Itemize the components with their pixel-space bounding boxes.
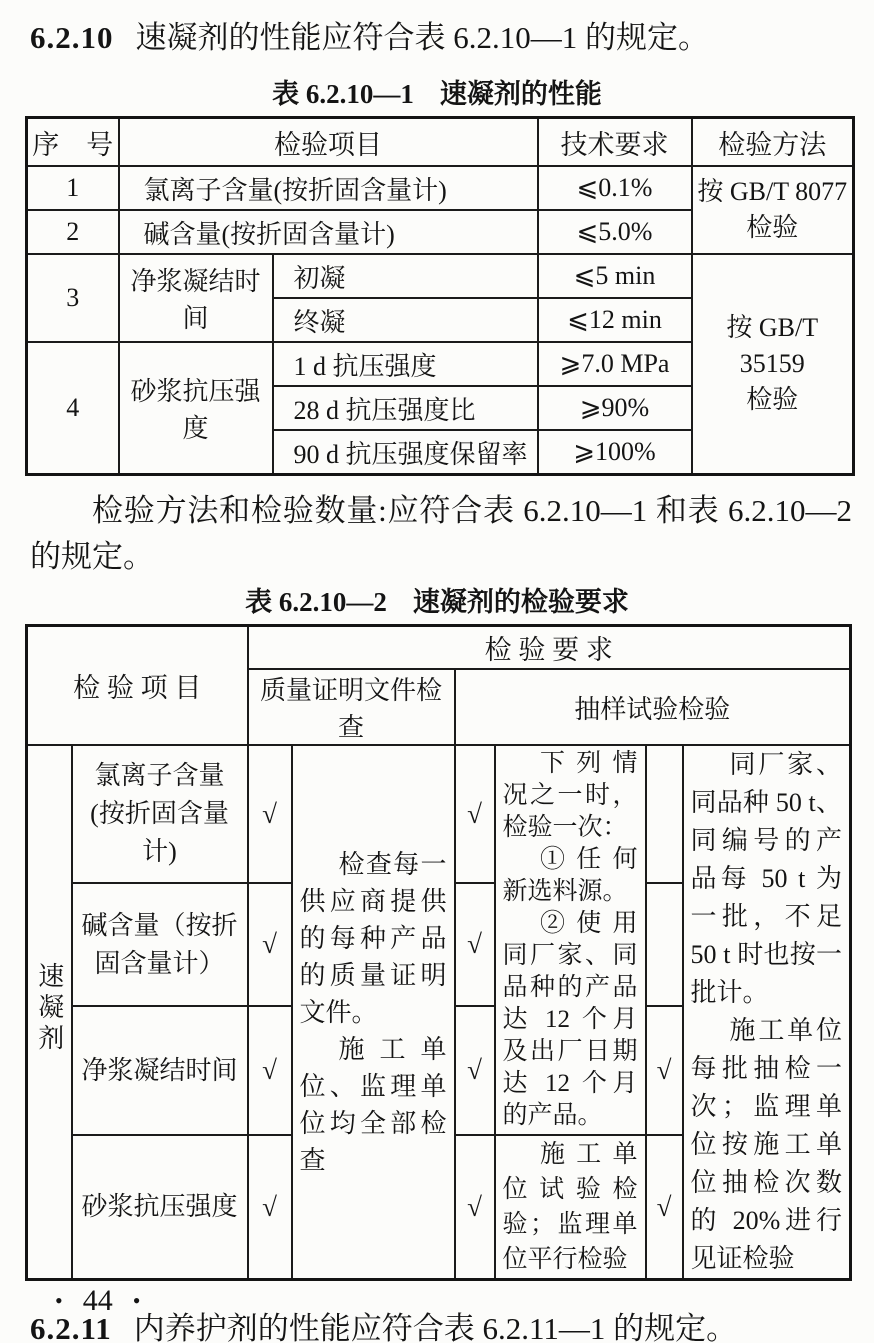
construction-unit-test-description	[495, 1135, 646, 1279]
table-accelerator-inspection-requirements	[25, 624, 852, 1281]
table1-title	[0, 80, 874, 108]
row2-requirement: ⩽5.0%	[538, 210, 692, 254]
row2-index: 2	[27, 210, 119, 254]
t2-row4-sampling-check: √	[455, 1135, 495, 1279]
table2-header-row1	[27, 626, 851, 670]
inspection-method-paragraph: 检验方法和检验数量:应符合表 6.2.10—1 和表 6.2.10—2 的规定。	[30, 493, 852, 574]
table2-header-requirement: 检 验 要 求	[248, 626, 851, 670]
table1-header-method: 检验方法	[692, 118, 854, 167]
page-number-dot: •	[132, 1288, 141, 1313]
section-text: 速凝剂的性能应符合表 6.2.10—1 的规定。	[135, 20, 709, 55]
section-heading-6211	[30, 1281, 852, 1343]
t2-row1-item: 氯离子含量 (按折固含量计)	[72, 745, 248, 883]
row2-item: 碱含量(按折固含量计)	[119, 210, 538, 254]
table2-title-number: 表 6.2.10—2	[245, 587, 387, 617]
row4-item: 砂浆抗压强度	[119, 342, 273, 475]
t2-row1-witness-check	[646, 745, 683, 883]
row3-sub2: 终凝	[273, 298, 538, 342]
batch-desc-paragraph: 施工单位每批抽检一次；监理单位按施工单位抽检次数的 20%进行见证检验	[690, 1016, 842, 1273]
table1-header-item: 检验项目	[119, 118, 538, 167]
row4-req3: ⩾100%	[538, 430, 692, 475]
row1-requirement: ⩽0.1%	[538, 166, 692, 210]
table1-title-text: 速凝剂的性能	[439, 79, 602, 109]
row4-req2: ⩾90%	[538, 386, 692, 430]
t2-row2-doc-check: √	[248, 883, 292, 1006]
table-row	[27, 745, 851, 883]
row3-sub1: 初凝	[273, 254, 538, 298]
sampling-desc-paragraph: ①任何新选料源。	[502, 846, 638, 906]
method-line: 按 GB/T 8077	[697, 177, 848, 206]
row4-req1: ⩾7.0 MPa	[538, 342, 692, 386]
section-number: 6.2.11	[30, 1311, 112, 1343]
page-number-dot: •	[55, 1288, 63, 1313]
table1-title-number: 表 6.2.10—1	[272, 79, 414, 109]
sampling-condition-description	[495, 745, 646, 1135]
t2-row4-item: 砂浆抗压强度	[72, 1135, 248, 1279]
table2-header-item: 检 验 项 目	[27, 626, 248, 746]
section-number: 6.2.10	[30, 20, 114, 55]
t2-row3-witness-check: √	[646, 1006, 683, 1135]
t2-row2-witness-check	[646, 883, 683, 1006]
sampling-desc-paragraph: ②使用同厂家、同品种的产品达 12 个月及出厂日期达 12 个月的产品。	[502, 910, 638, 1130]
row3-item: 净浆凝结时间	[119, 254, 273, 342]
sampling-desc-paragraph: 下列情况之一时，检验一次：	[502, 750, 638, 842]
row4-index: 4	[27, 342, 119, 475]
table2-header-doc-check: 质量证明文件检查	[248, 669, 455, 745]
batch-rule-description	[683, 745, 851, 1280]
table2-title	[0, 588, 874, 616]
row3-index: 3	[27, 254, 119, 342]
sampling-desc-paragraph: 施工单位试验检验；监理单位平行检验	[502, 1141, 638, 1274]
table2-header-sampling: 抽样试验检验	[455, 669, 851, 745]
table-row	[27, 166, 854, 210]
method-line: 检验	[746, 385, 799, 414]
table1-header-requirement: 技术要求	[538, 118, 692, 167]
group-label-text: 速凝剂	[34, 962, 64, 1055]
row4-sub2: 28 d 抗压强度比	[273, 386, 538, 430]
table1-header-index: 序 号	[27, 118, 119, 167]
row1-item: 氯离子含量(按折固含量计)	[119, 166, 538, 210]
row4-sub3: 90 d 抗压强度保留率	[273, 430, 538, 475]
table1-header-row	[27, 118, 854, 167]
t2-row1-doc-check: √	[248, 745, 292, 883]
row1-index: 1	[27, 166, 119, 210]
section-heading-6210	[30, 0, 852, 60]
row3-req1: ⩽5 min	[538, 254, 692, 298]
table-accelerator-performance	[25, 116, 855, 476]
table2-title-text: 速凝剂的检验要求	[412, 587, 629, 617]
doc-check-description	[292, 745, 455, 1280]
t2-row3-item: 净浆凝结时间	[72, 1006, 248, 1135]
row4-sub1: 1 d 抗压强度	[273, 342, 538, 386]
t2-row2-item: 碱含量（按折 固含量计）	[72, 883, 248, 1006]
doc-desc-paragraph: 检查每一供应商提供的每种产品的质量证明文件。	[299, 849, 447, 1027]
t2-row4-witness-check: √	[646, 1135, 683, 1279]
t2-row4-doc-check: √	[248, 1135, 292, 1279]
method-gbt35159	[692, 254, 854, 475]
page-number-value: 44	[82, 1284, 113, 1317]
method-gbt8077	[692, 166, 854, 254]
group-label-accelerator	[27, 745, 72, 1280]
method-line: 按 GB/T 35159	[726, 313, 819, 378]
section-text: 内养护剂的性能应符合表 6.2.11—1 的规定。	[133, 1311, 738, 1343]
page-number	[55, 1284, 140, 1318]
method-line: 检验	[746, 213, 799, 242]
t2-row2-sampling-check: √	[455, 883, 495, 1006]
batch-desc-paragraph: 同厂家、同品种 50 t、同编号的产品每 50 t 为一批，不足 50 t 时也按一批计。	[690, 750, 842, 1007]
t2-row3-sampling-check: √	[455, 1006, 495, 1135]
t2-row3-doc-check: √	[248, 1006, 292, 1135]
row3-req2: ⩽12 min	[538, 298, 692, 342]
table-row	[27, 254, 854, 298]
t2-row1-sampling-check: √	[455, 745, 495, 883]
doc-desc-paragraph: 施工单位、监理单位均全部检查	[299, 1034, 447, 1175]
